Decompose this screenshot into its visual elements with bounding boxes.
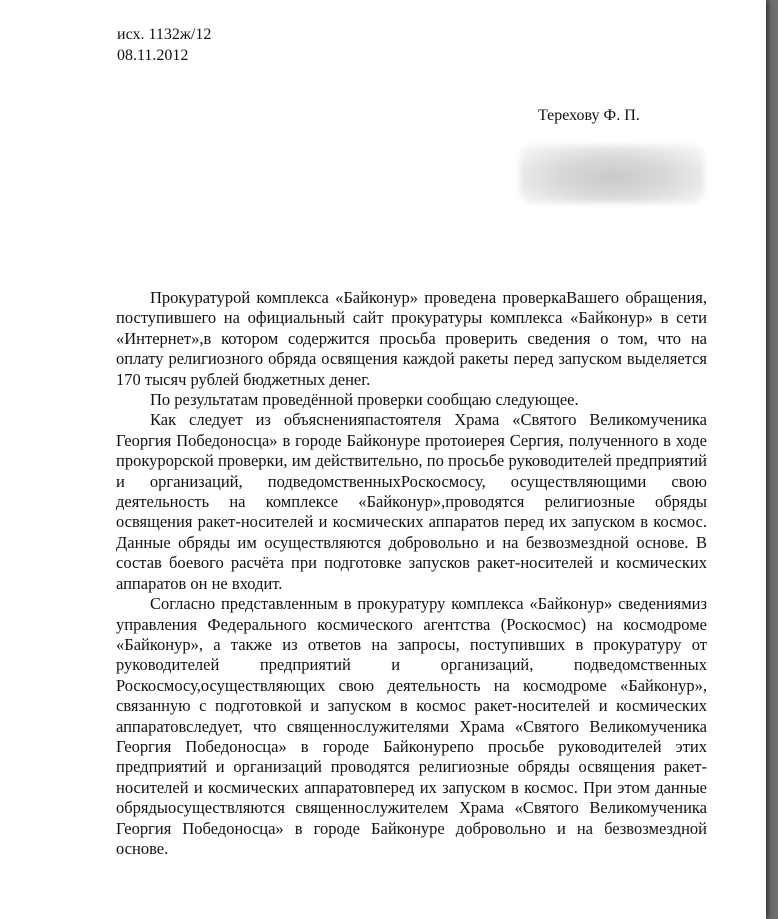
addressee-name: Терехову Ф. П. <box>538 107 640 124</box>
body-paragraph: Прокуратурой комплекса «Байконур» проведена проверкаВашего обращения, поступившего на официальный сайт прокуратуры комплекса «Байконур» в сети «Интернет»,в котором содержится просьба проверить сведения о том, что на оплату религиозного обряда освящения каждой ракеты перед запуском выделяется 170 тысяч рублей бюджетных денег. <box>116 288 707 389</box>
body-paragraph: Как следует из объясненияпастоятеля Храма «Святого Великомученика Георгия Победоносца» в городе Байконуре протоиерея Сергия, полученного в ходе прокурорской проверки, им действительно, по просьбе руководителей предприятий и организаций, подведомственныхРоскосмосу, осуществляющими свою деятельность на комплексе «Байконур»,проводятся религиозные обряды освящения ракет-носителей и космических аппаратов перед их запуском в космос. Данные обряды им осуществляются добровольно и на безвозмездной основе. В состав боевого расчёта при подготовке запусков ракет-носителей и космических аппаратов он не входит. <box>116 410 707 593</box>
letter-date: 08.11.2012 <box>117 47 189 64</box>
body-paragraph: По результатам проведённой проверки сообщаю следующее. <box>150 390 579 410</box>
body-paragraph: Согласно представленным в прокуратуру комплекса «Байконур» сведениямиз управления Федерального космического агентства (Роскосмос) на космодроме «Байконур», а также из ответов на запросы, поступивших в прокуратуру от руководителей предприятий и организаций, подведомственных Роскосмосу,осуществляющих свою деятельность на космодроме «Байконур», связанную с подготовкой и запуском в космос ракет-носителей и космических аппаратовследует, что священнослужителями Храма «Святого Великомученика Георгия Победоносца» в городе Байконурепо просьбе руководителей этих предприятий и организаций проводятся религиозные обряды освящения ракет-носителей и космических аппаратовперед их запуском в космос. При этом данные обрядыосуществляются священнослужителем Храма «Святого Великомученика Георгия Победоносца» в городе Байконуре добровольно и на безвозмездной основе. <box>116 594 707 858</box>
letter-body <box>116 288 707 859</box>
outgoing-ref-number: исх. 1132ж/12 <box>117 26 212 43</box>
redacted-address-blur <box>520 145 704 203</box>
